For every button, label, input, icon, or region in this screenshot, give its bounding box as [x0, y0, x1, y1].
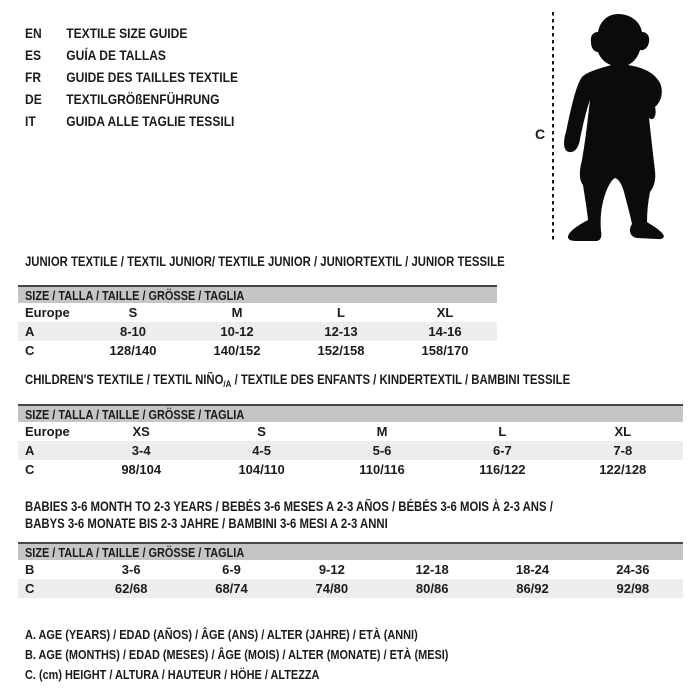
language-code: DE	[25, 91, 42, 107]
guide-title: TEXTILGRÖßENFÜHRUNG	[66, 91, 220, 107]
babies-table-title	[25, 498, 553, 532]
height-cell: 128/140	[109, 343, 157, 358]
title-text: CHILDREN'S TEXTILE / TEXTIL NIÑO	[25, 372, 224, 387]
row-label: A	[25, 443, 35, 458]
guide-title: GUIDE DES TAILLES TEXTILE	[66, 69, 238, 85]
height-cell: 158/170	[421, 343, 469, 358]
age-cell: 14-16	[428, 324, 462, 339]
title-subscript: /A	[223, 379, 232, 390]
table-row	[18, 460, 683, 479]
age-cell: 8-10	[119, 324, 147, 339]
height-cell: 140/152	[213, 343, 261, 358]
row-label: B	[25, 562, 35, 577]
height-cell: 62/68	[114, 581, 148, 596]
legend-line-a: A. AGE (YEARS) / EDAD (AÑOS) / ÂGE (ANS) / ALTER (JAHRE) / ETÀ (ANNI)	[25, 627, 418, 642]
age-cell: 18-24	[515, 562, 550, 577]
guide-title: GUIDA ALLE TAGLIE TESSILI	[66, 113, 235, 129]
age-cell: 4-5	[252, 443, 271, 458]
age-cell: 6-9	[222, 562, 241, 577]
babies-size-table	[18, 542, 683, 598]
row-label: C	[25, 462, 35, 477]
table-row	[18, 579, 683, 598]
size-cell: S	[257, 424, 266, 439]
height-measure-dotted-line	[552, 12, 554, 242]
toddler-silhouette-icon	[558, 8, 684, 246]
language-code: ES	[25, 47, 42, 63]
language-row-fr	[25, 66, 238, 88]
row-label: Europe	[25, 305, 70, 320]
age-cell: 12-13	[324, 324, 358, 339]
age-cell: 3-4	[131, 443, 151, 458]
size-header-bar	[18, 287, 497, 303]
row-label: Europe	[25, 424, 70, 439]
height-cell: 152/158	[317, 343, 365, 358]
height-cell: 74/80	[315, 581, 349, 596]
height-cell: 68/74	[215, 581, 248, 596]
size-cell: XL	[614, 424, 632, 439]
size-header-label: SIZE / TALLA / TAILLE / GRÖSSE / TAGLIA	[25, 544, 245, 560]
size-cell: XL	[436, 305, 454, 320]
size-header-bar	[18, 544, 683, 560]
height-cell: 110/116	[359, 462, 405, 477]
size-header-bar	[18, 406, 683, 422]
height-cell: 122/128	[599, 462, 647, 477]
height-cell: 80/86	[415, 581, 449, 596]
table-row	[18, 322, 497, 341]
language-code: IT	[25, 113, 36, 129]
language-code: EN	[25, 25, 42, 41]
row-label: A	[25, 324, 35, 339]
table-row	[18, 303, 497, 322]
age-cell: 12-18	[415, 562, 449, 577]
measure-legend	[25, 625, 529, 685]
height-cell: 92/98	[616, 581, 650, 596]
size-cell: XS	[132, 424, 150, 439]
table-row	[18, 560, 683, 579]
height-cell: 116/122	[479, 462, 526, 477]
age-cell: 7-8	[613, 443, 633, 458]
size-header-label: SIZE / TALLA / TAILLE / GRÖSSE / TAGLIA	[25, 406, 245, 422]
children-size-table	[18, 404, 683, 479]
title-text: / TEXTILE DES ENFANTS / KINDERTEXTIL / BAMBINI TESSILE	[231, 372, 571, 387]
guide-title: GUÍA DE TALLAS	[66, 47, 166, 63]
language-row-en	[25, 22, 238, 44]
size-cell: L	[498, 424, 507, 439]
babies-title-line2: BABYS 3-6 MONATE BIS 2-3 JAHRE / BAMBINI 3-6 MESI A 2-3 ANNI	[25, 516, 388, 531]
junior-size-table	[18, 285, 497, 360]
height-cell: 98/104	[121, 462, 162, 477]
age-cell: 9-12	[318, 562, 345, 577]
table-row	[18, 422, 683, 441]
legend-line-c: C. (cm) HEIGHT / ALTURA / HAUTEUR / HÖHE / ALTEZZA	[25, 667, 320, 682]
age-cell: 6-7	[492, 443, 512, 458]
height-measure-label: C	[535, 126, 546, 142]
height-cell: 104/110	[238, 462, 285, 477]
row-label: C	[25, 343, 35, 358]
language-row-it	[25, 110, 238, 132]
height-cell: 86/92	[516, 581, 549, 596]
size-cell: S	[128, 305, 138, 320]
size-cell: M	[376, 424, 388, 439]
babies-title-line1: BABIES 3-6 MONTH TO 2-3 YEARS / BEBÉS 3-6 MESES A 2-3 AÑOS / BÉBÉS 3-6 MOIS À 2-3 ANS /	[25, 499, 553, 514]
age-cell: 3-6	[121, 562, 141, 577]
language-row-es	[25, 44, 238, 66]
language-row-de	[25, 88, 238, 110]
guide-title: TEXTILE SIZE GUIDE	[66, 25, 188, 41]
language-title-list	[25, 22, 273, 132]
size-cell: L	[337, 305, 345, 320]
size-header-label: SIZE / TALLA / TAILLE / GRÖSSE / TAGLIA	[25, 287, 245, 303]
age-cell: 5-6	[372, 443, 392, 458]
row-label: C	[25, 581, 35, 596]
junior-table-title: JUNIOR TEXTILE / TEXTIL JUNIOR/ TEXTILE JUNIOR / JUNIORTEXTIL / JUNIOR TESSILE	[25, 254, 505, 269]
age-cell: 10-12	[220, 324, 254, 339]
table-row	[18, 341, 497, 360]
size-cell: M	[231, 305, 243, 320]
table-row	[18, 441, 683, 460]
legend-line-b: B. AGE (MONTHS) / EDAD (MESES) / ÂGE (MOIS) / ALTER (MONATE) / ETÀ (MESI)	[25, 647, 449, 662]
age-cell: 24-36	[616, 562, 650, 577]
language-code: FR	[25, 69, 42, 85]
children-table-title	[25, 371, 570, 390]
